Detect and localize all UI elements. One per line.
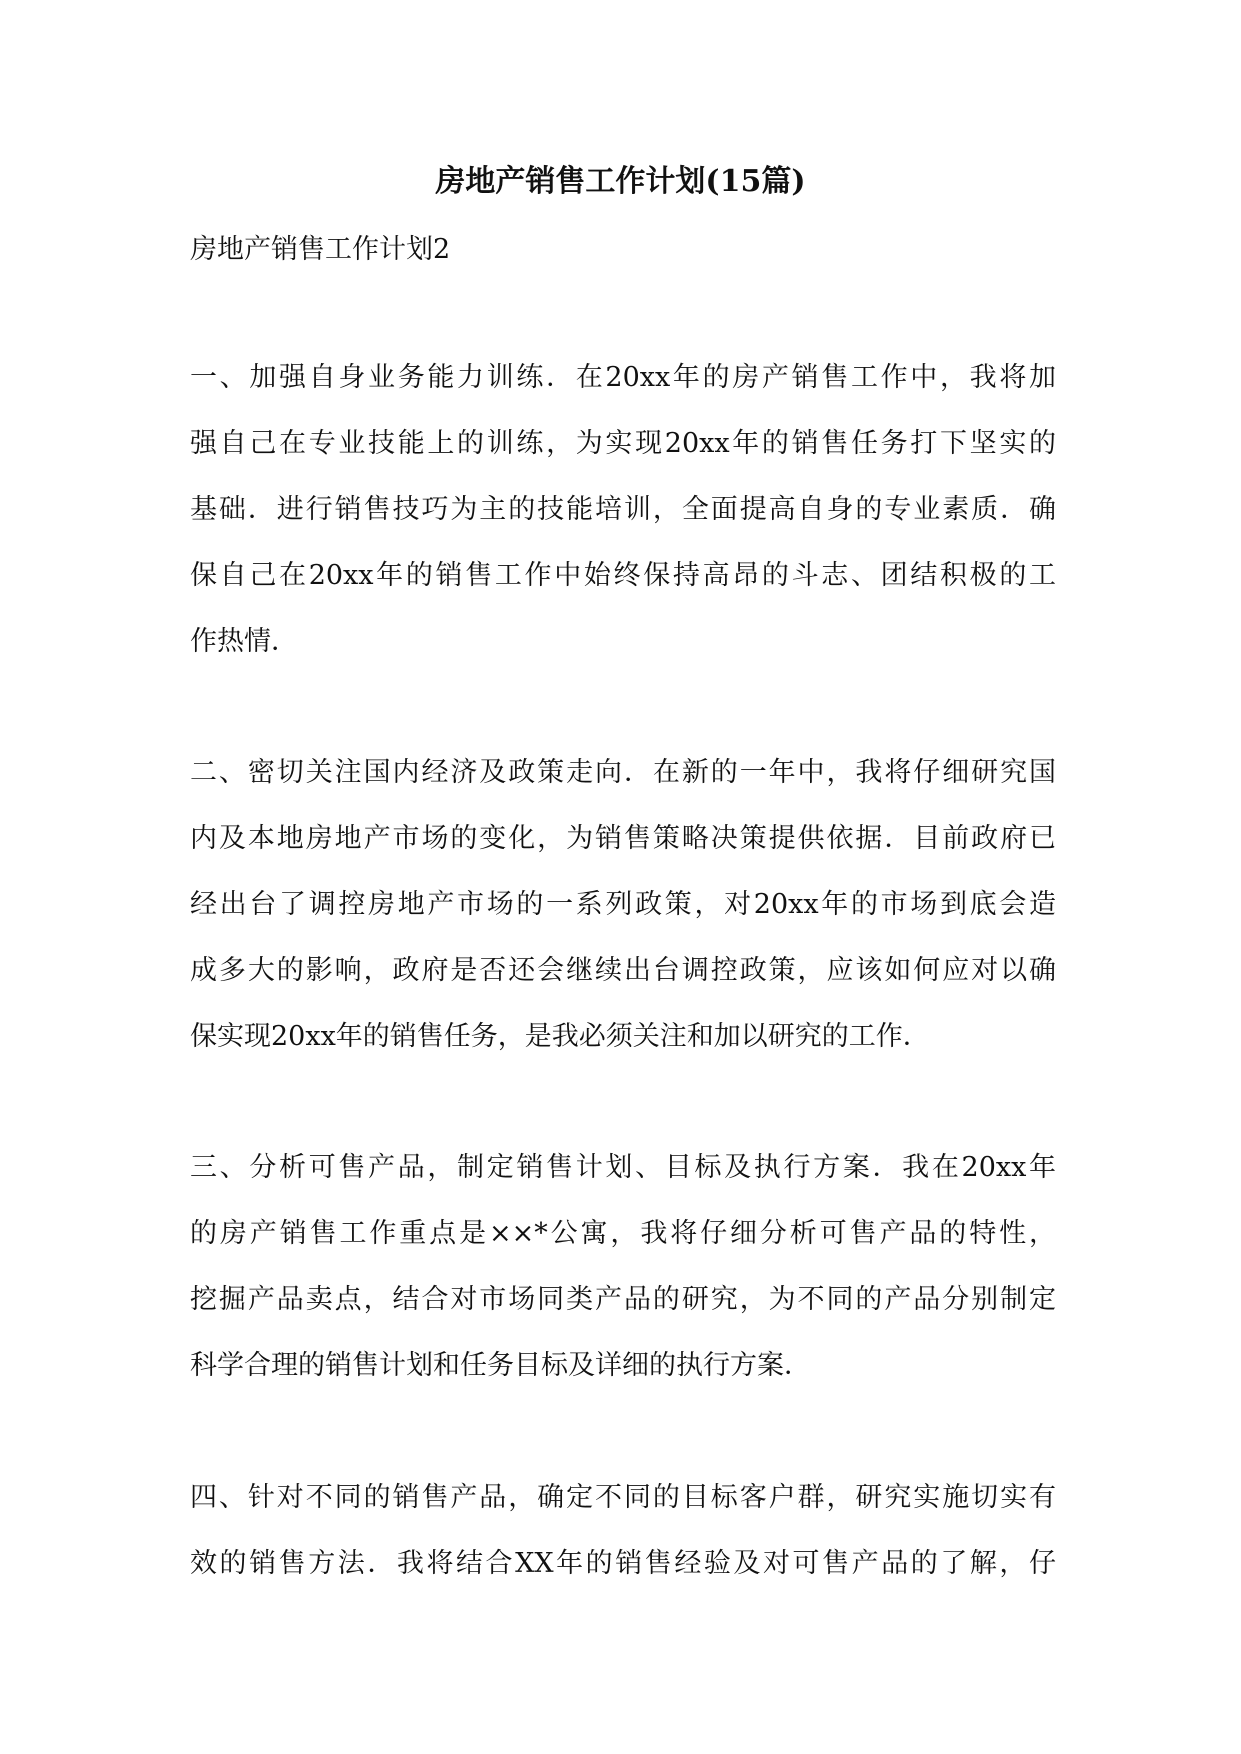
paragraph-line: 二、密切关注国内经济及政策走向．在新的一年中，我将仔细研究国 (190, 757, 1056, 788)
paragraph-line: 四、针对不同的销售产品，确定不同的目标客户群，研究实施切实有 (190, 1482, 1056, 1513)
paragraph-line: 的房产销售工作重点是××*公寓，我将仔细分析可售产品的特性， (190, 1218, 1056, 1249)
paragraph-line: 保实现20xx年的销售任务，是我必须关注和加以研究的工作． (190, 1021, 930, 1052)
paragraph-line: 作热情． (190, 626, 298, 657)
paragraph-1 (190, 345, 1056, 675)
paragraph-line: 保自己在20xx年的销售工作中始终保持高昂的斗志、团结积极的工 (190, 560, 1056, 591)
paragraph-line: 挖掘产品卖点，结合对市场同类产品的研究，为不同的产品分别制定 (190, 1284, 1056, 1315)
paragraph-line: 基础．进行销售技巧为主的技能培训，全面提高自身的专业素质．确 (190, 494, 1056, 525)
paragraph-line: 三、分析可售产品，制定销售计划、目标及执行方案．我在20xx年 (190, 1152, 1056, 1183)
document-subtitle: 房地产销售工作计划2 (190, 234, 451, 265)
paragraph-line: 强自己在专业技能上的训练，为实现20xx年的销售任务打下坚实的 (190, 428, 1056, 459)
paragraph-line: 内及本地房地产市场的变化，为销售策略决策提供依据．目前政府已 (190, 823, 1056, 854)
paragraph-line: 成多大的影响，政府是否还会继续出台调控政策，应该如何应对以确 (190, 955, 1056, 986)
paragraph-line: 效的销售方法．我将结合XX年的销售经验及对可售产品的了解，仔 (190, 1548, 1056, 1579)
paragraph-line: 科学合理的销售计划和任务目标及详细的执行方案． (190, 1350, 811, 1381)
document-title: 房地产销售工作计划(15篇) (435, 164, 806, 199)
paragraph-3 (190, 1135, 1056, 1399)
paragraph-line: 经出台了调控房地产市场的一系列政策，对20xx年的市场到底会造 (190, 889, 1056, 920)
paragraph-line: 一、加强自身业务能力训练．在20xx年的房产销售工作中，我将加 (190, 362, 1056, 393)
paragraph-4 (190, 1465, 1056, 1597)
paragraph-2 (190, 740, 1056, 1070)
